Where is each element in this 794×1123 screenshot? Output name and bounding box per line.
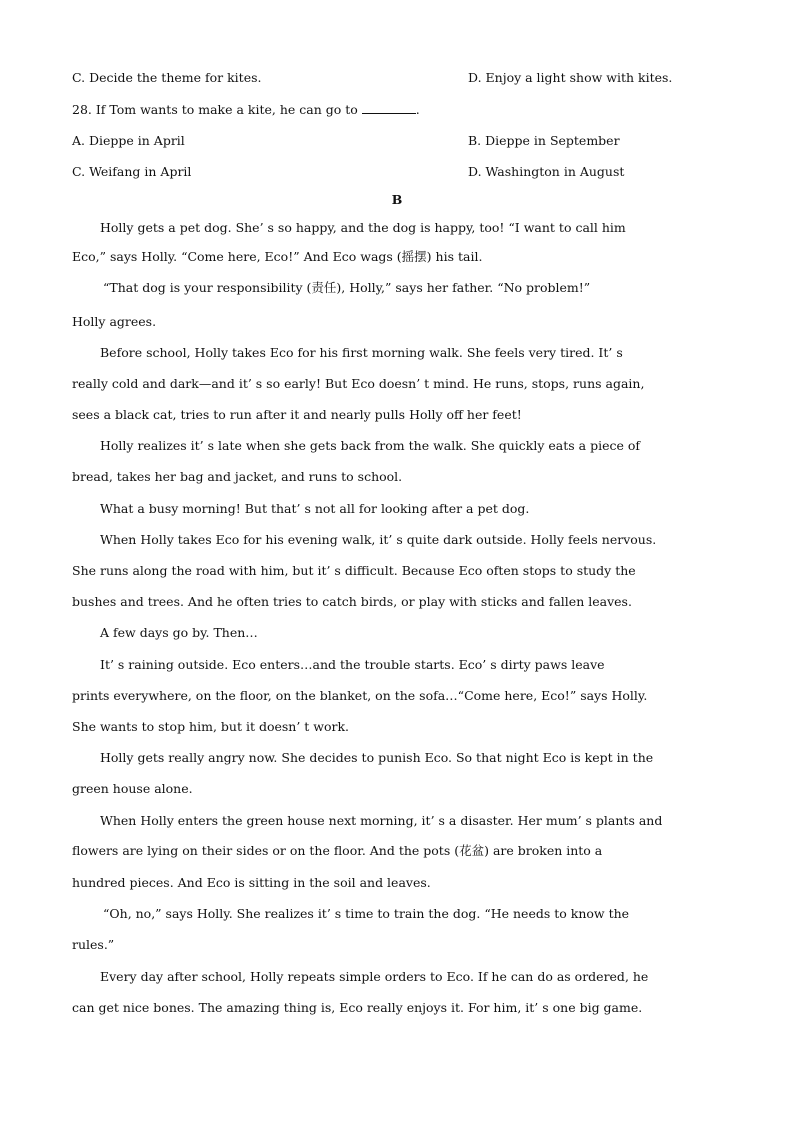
q27-options-row <box>72 68 722 88</box>
passage-line: When Holly enters the green house next morning, it’ s a disaster. Her mum’ s plants and <box>100 813 663 828</box>
q28-stem <box>72 100 722 120</box>
passage-line: She wants to stop him, but it doesn’ t work. <box>72 719 350 734</box>
q27-option-d: D. Enjoy a light show with kites. <box>468 70 673 85</box>
passage-line: really cold and dark—and it’ s so early! But Eco doesn’ t mind. He runs, stops, runs again, <box>72 376 645 391</box>
passage-line: She runs along the road with him, but it’ s difficult. Because Eco often stops to study the <box>72 563 636 578</box>
q28-option-b: B. Dieppe in September <box>468 133 620 148</box>
passage-line: When Holly takes Eco for his evening walk, it’ s quite dark outside. Holly feels nervous. <box>100 532 657 547</box>
passage-line: flowers are lying on their sides or on the floor. And the pots (花盆) are broken into a <box>72 843 603 858</box>
q28-stem-end: . <box>415 102 420 117</box>
passage-line: A few days go by. Then… <box>100 625 258 640</box>
passage-line: green house alone. <box>72 781 193 796</box>
q28-options-row-2 <box>72 162 722 182</box>
passage-line: What a busy morning! But that’ s not all for looking after a pet dog. <box>100 501 530 516</box>
passage-line: Before school, Holly takes Eco for his first morning walk. She feels very tired. It’ s <box>100 345 623 360</box>
passage-line: “Oh, no,” says Holly. She realizes it’ s time to train the dog. “He needs to know the <box>103 906 630 921</box>
passage-line: hundred pieces. And Eco is sitting in the soil and leaves. <box>72 875 431 890</box>
passage-line: bread, takes her bag and jacket, and runs to school. <box>72 469 403 484</box>
passage-line: sees a black cat, tries to run after it and nearly pulls Holly off her feet! <box>72 407 522 422</box>
passage-line: bushes and trees. And he often tries to catch birds, or play with sticks and fallen leaves. <box>72 594 632 609</box>
passage-line: “That dog is your responsibility (责任), Holly,” says her father. “No problem!” <box>103 280 591 295</box>
passage-line: Eco,” says Holly. “Come here, Eco!” And Eco wags (摇摆) his tail. <box>72 249 483 264</box>
passage-line: rules.” <box>72 937 115 952</box>
q28-option-d: D. Washington in August <box>468 164 625 179</box>
q28-stem-text: 28. If Tom wants to make a kite, he can go to <box>72 102 358 117</box>
passage-line: Holly agrees. <box>72 314 157 329</box>
section-heading: B <box>391 192 403 207</box>
passage-line: Holly gets a pet dog. She’ s so happy, and the dog is happy, too! “I want to call him <box>100 220 626 235</box>
passage-line: Every day after school, Holly repeats simple orders to Eco. If he can do as ordered, he <box>100 969 649 984</box>
q28-options-row-1 <box>72 131 722 151</box>
passage-line: can get nice bones. The amazing thing is, Eco really enjoys it. For him, it’ s one big game. <box>72 1000 643 1015</box>
passage-line: prints everywhere, on the floor, on the blanket, on the sofa…“Come here, Eco!” says Holly. <box>72 688 648 703</box>
answer-blank <box>362 101 416 114</box>
q28-option-c: C. Weifang in April <box>72 164 192 179</box>
passage-line: Holly realizes it’ s late when she gets back from the walk. She quickly eats a piece of <box>100 438 640 453</box>
q28-option-a: A. Dieppe in April <box>72 133 185 148</box>
passage-line: It’ s raining outside. Eco enters…and the trouble starts. Eco’ s dirty paws leave <box>100 657 605 672</box>
passage-line: Holly gets really angry now. She decides to punish Eco. So that night Eco is kept in the <box>100 750 654 765</box>
q27-option-c: C. Decide the theme for kites. <box>72 70 262 85</box>
